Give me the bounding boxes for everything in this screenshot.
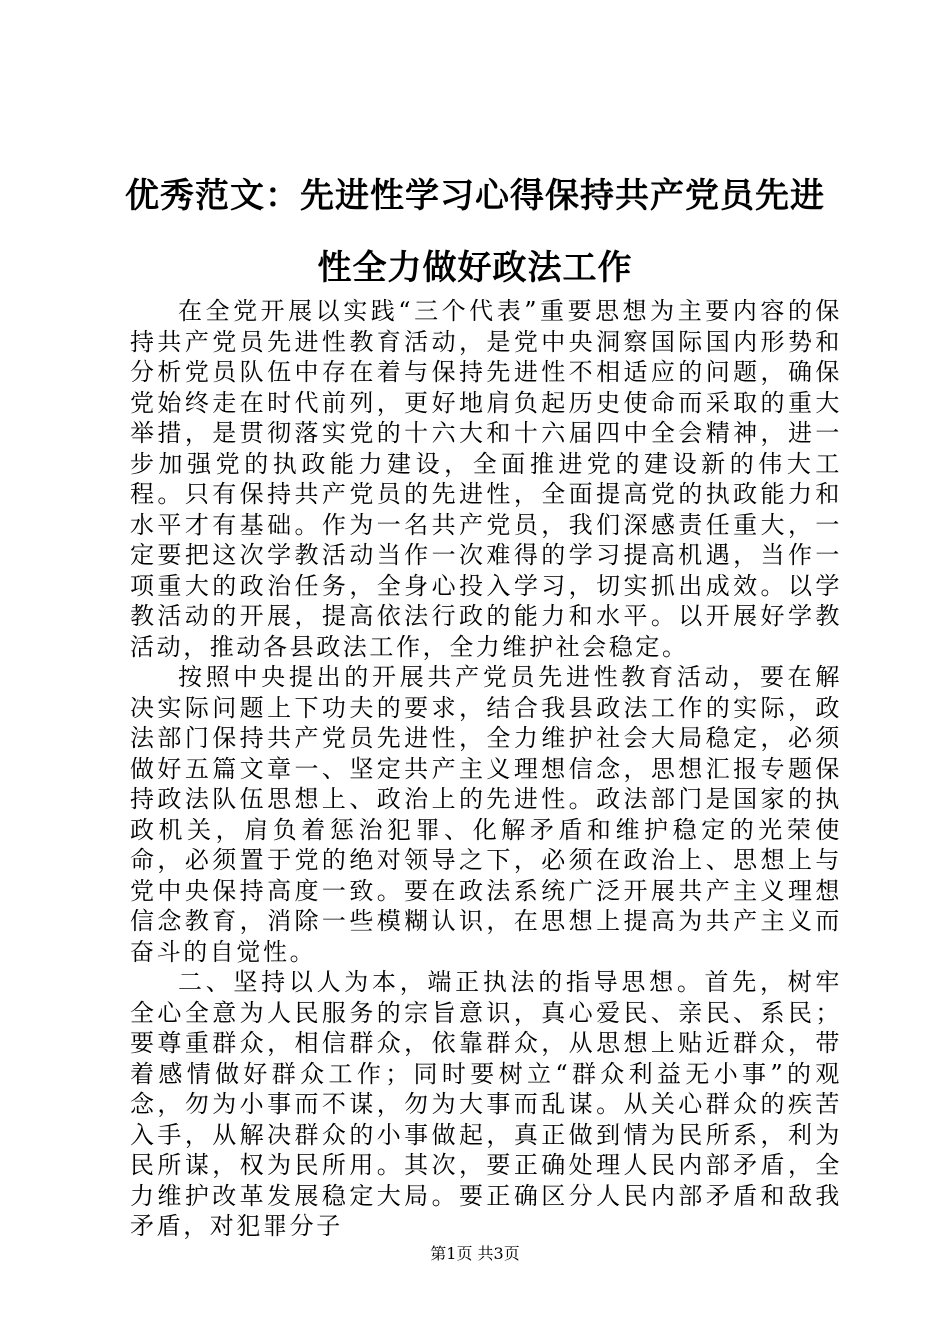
- paragraph: 按照中央提出的开展共产党员先进性教育活动，要在解决实际问题上下功夫的要求，结合我县政法工作的实际，政法部门保持共产党员先进性，全力维护社会大局稳定，必须做好五篇文章一、坚定共产主义理想信念，思想汇报专题保持政法队伍思想上、政治上的先进性。政法部门是国家的执政机关，肩负着惩治犯罪、化解矛盾和维护稳定的光荣使命，必须置于党的绝对领导之下，必须在政治上、思想上与党中央保持高度一致。要在政法系统广泛开展共产主义理想信念教育，消除一些模糊认识，在思想上提高为共产主义而奋斗的自觉性。: [130, 663, 842, 966]
- document-body: [130, 296, 842, 1242]
- paragraph: 二、坚持以人为本，端正执法的指导思想。首先，树牢全心全意为人民服务的宗旨意识，真心爱民、亲民、系民；要尊重群众，相信群众，依靠群众，从思想上贴近群众，带着感情做好群众工作；同时要树立“群众利益无小事”的观念，勿为小事而不谋，勿为大事而乱谋。从关心群众的疾苦入手，从解决群众的小事做起，真正做到情为民所系，利为民所谋，权为民所用。其次，要正确处理人民内部矛盾，全力维护改革发展稳定大局。要正确区分人民内部矛盾和敌我矛盾，对犯罪分子: [130, 968, 842, 1240]
- paragraph: 在全党开展以实践“三个代表”重要思想为主要内容的保持共产党员先进性教育活动，是党中央洞察国际国内形势和分析党员队伍中存在着与保持先进性不相适应的问题，确保党始终走在时代前列，更好地肩负起历史使命而采取的重大举措，是贯彻落实党的十六大和十六届四中全会精神，进一步加强党的执政能力建设，全面推进党的建设新的伟大工程。只有保持共产党员的先进性，全面提高党的执政能力和水平才有基础。作为一名共产党员，我们深感责任重大，一定要把这次学教活动当作一次难得的学习提高机遇，当作一项重大的政治任务，全身心投入学习，切实抓出成效。以学教活动的开展，提高依法行政的能力和水平。以开展好学教活动，推动各县政法工作，全力维护社会稳定。: [130, 297, 842, 661]
- page-footer: 第1页 共3页: [430, 1244, 520, 1263]
- document-title: 优秀范文：先进性学习心得保持共产党员先进性全力做好政法工作: [125, 176, 825, 288]
